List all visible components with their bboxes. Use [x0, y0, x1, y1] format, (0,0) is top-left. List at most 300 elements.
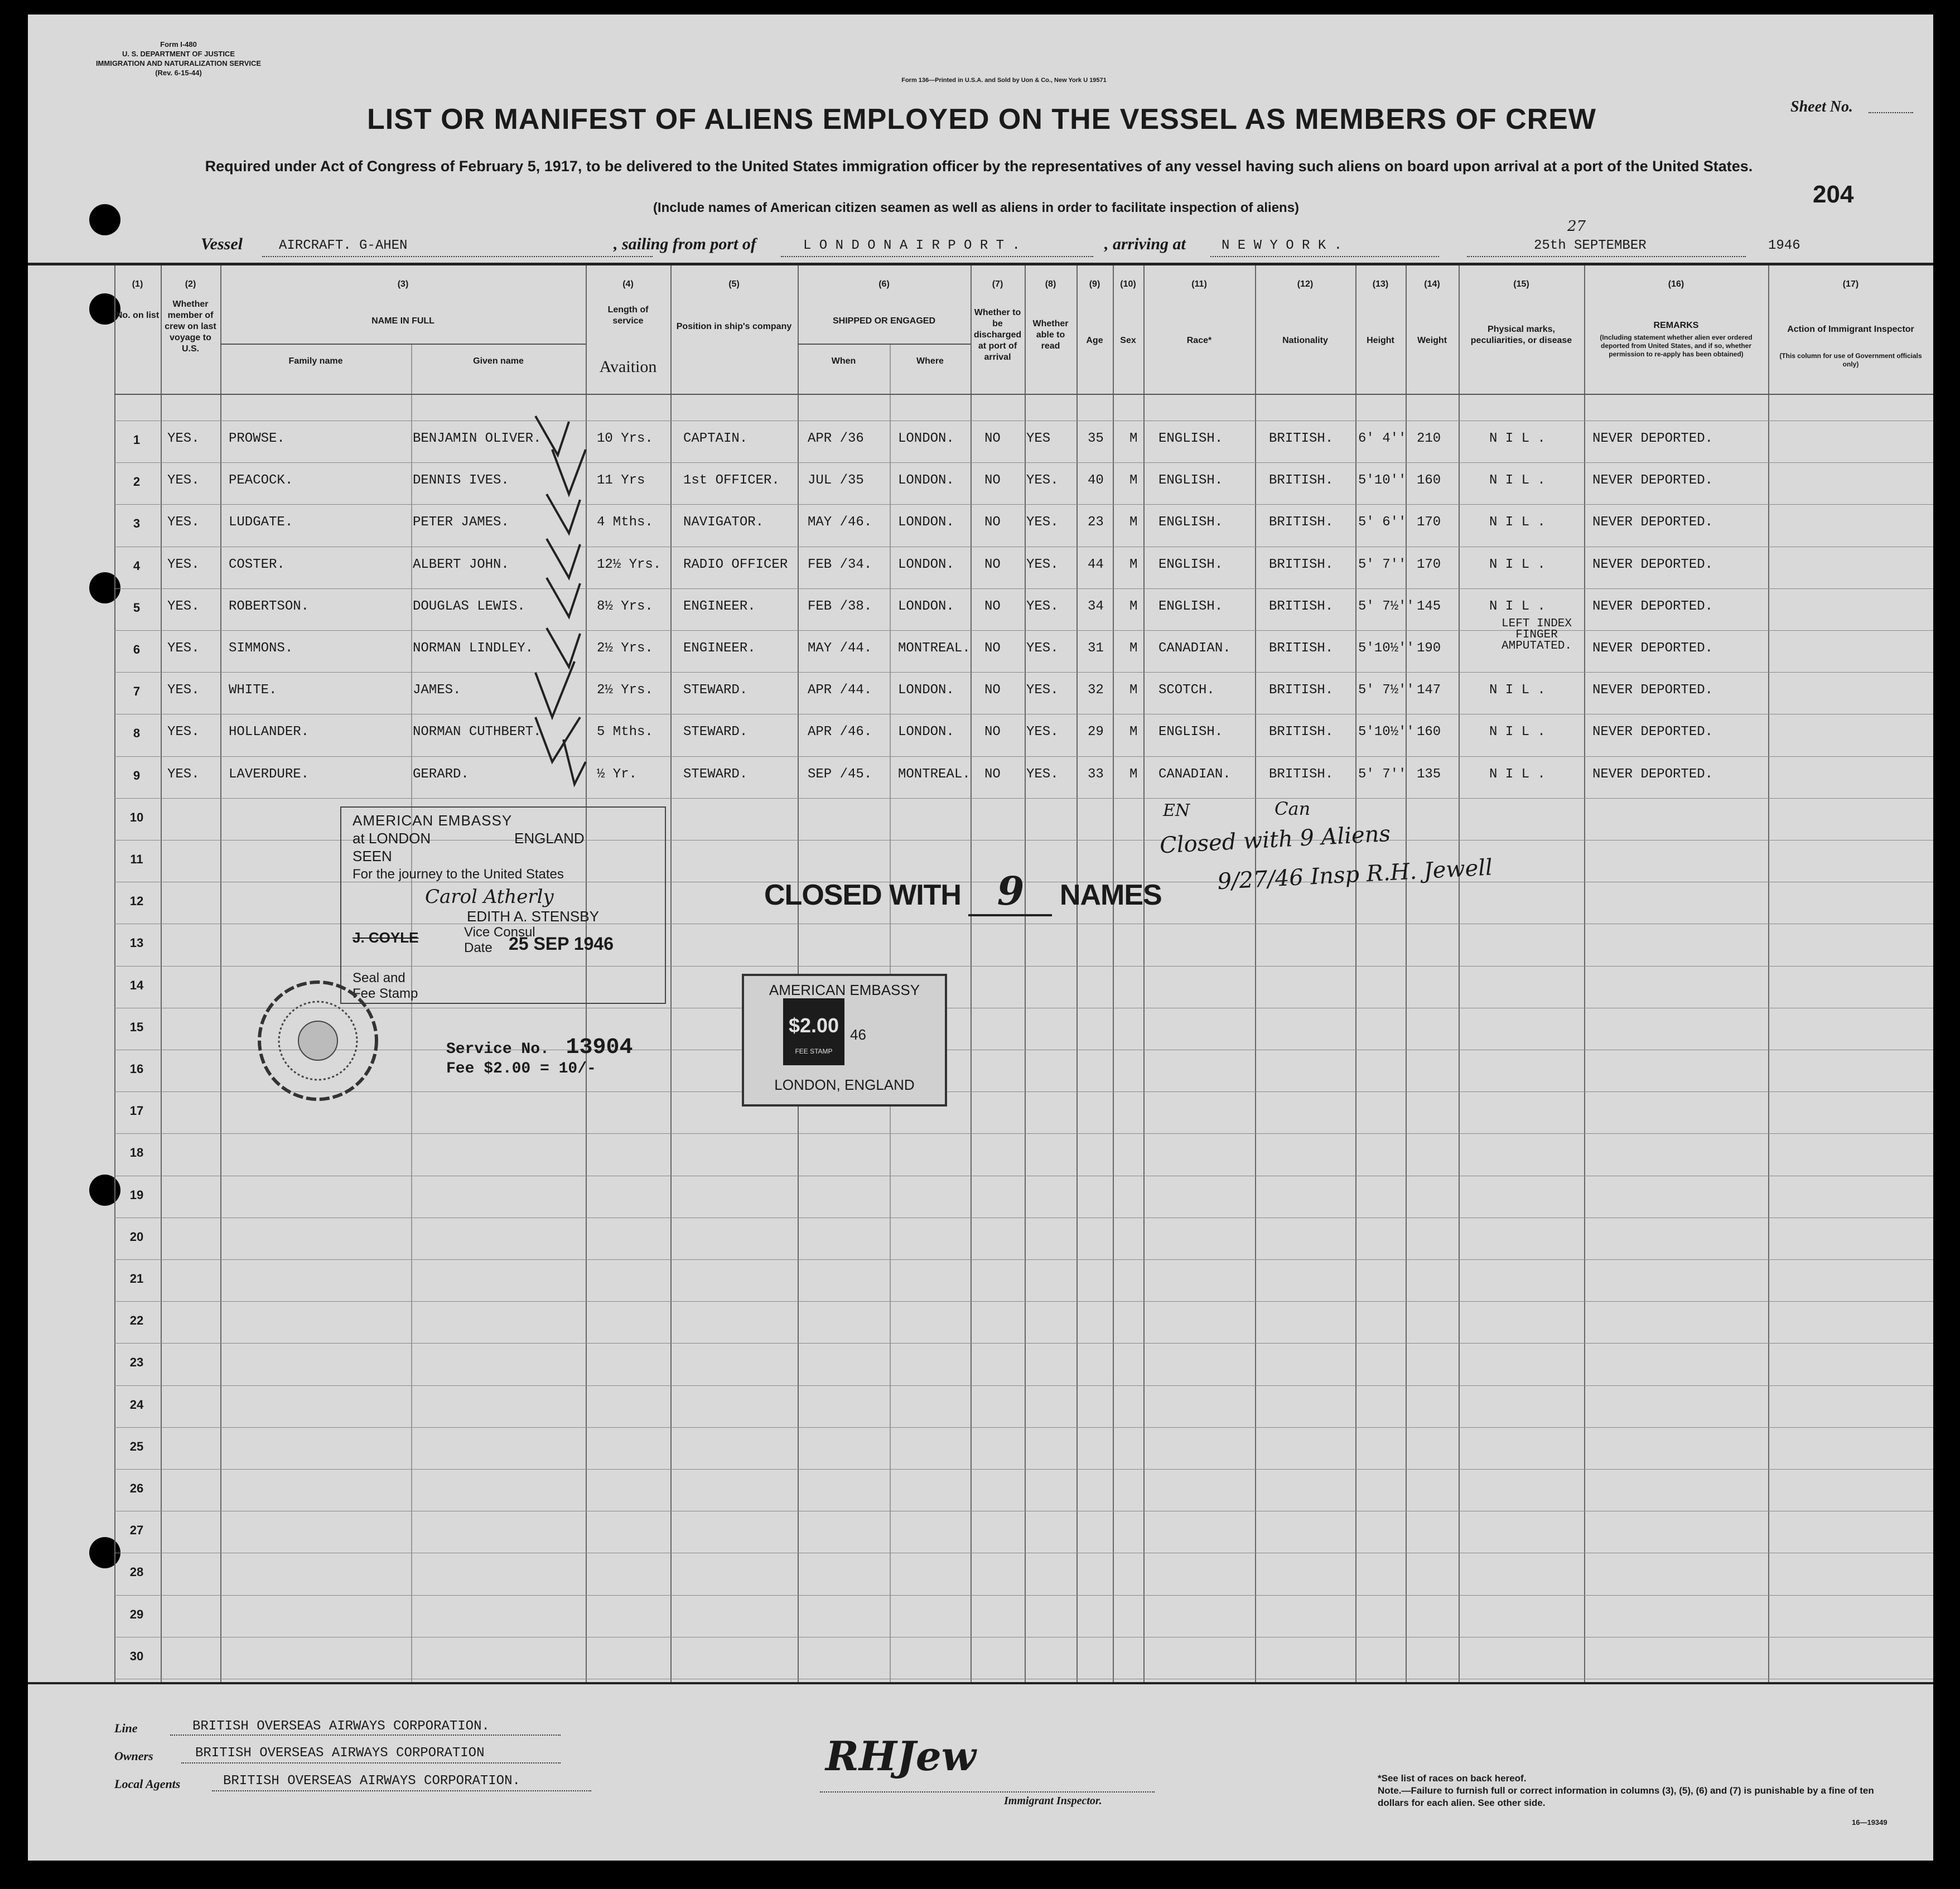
col-divider	[1143, 265, 1145, 1682]
cell-given: NORMAN CUTHBERT.	[413, 724, 542, 740]
fee-stamp-line3: LONDON, ENGLAND	[774, 1076, 915, 1093]
row-number: 30	[129, 1649, 144, 1663]
fee-stamp-partial: 46	[850, 1026, 866, 1043]
inspector-signature: RHJew	[825, 1732, 976, 1780]
date-label: Date	[464, 940, 493, 955]
col-num-12: (12)	[1297, 279, 1314, 289]
col-num-15: (15)	[1513, 279, 1529, 289]
col-divider	[670, 265, 672, 1682]
cell-given: PETER JAMES.	[413, 515, 509, 530]
closed-suffix: NAMES	[1059, 879, 1162, 911]
service-name: IMMIGRATION AND NATURALIZATION SERVICE	[95, 59, 262, 67]
cell-read: YES.	[1026, 766, 1059, 782]
cell-family: PROWSE.	[229, 431, 285, 446]
cell-height: 5'10½''	[1358, 641, 1415, 656]
cell-race: ENGLISH.	[1158, 724, 1223, 740]
cell-position: STEWARD.	[683, 683, 748, 698]
fee-stamp-box	[742, 974, 947, 1107]
cell-weight: 160	[1417, 724, 1441, 740]
cell-sex: M	[1129, 766, 1138, 782]
cell-discharge: NO	[984, 641, 1001, 656]
page-number: 204	[1813, 181, 1854, 208]
cell-sex: M	[1129, 473, 1138, 489]
cell-when: APR /44.	[808, 683, 872, 698]
embassy-journey: For the journey to the United States	[353, 867, 564, 882]
cell-nationality: BRITISH.	[1269, 557, 1334, 572]
consul-title: Vice Consul	[464, 925, 535, 940]
col-head-discharge: Whether to be discharged at port of arrival	[973, 308, 1022, 362]
cell-when: APR /46.	[808, 724, 872, 740]
cell-discharge: NO	[984, 766, 1001, 782]
struck-name: J. COYLE	[353, 929, 419, 946]
embassy-line1: AMERICAN EMBASSY	[353, 812, 513, 829]
col-divider	[1255, 265, 1256, 1682]
cell-height: 6' 4''	[1358, 431, 1407, 446]
cell-when: FEB /34.	[808, 557, 872, 572]
cell-read: YES	[1026, 431, 1051, 446]
col-head-where: Where	[916, 356, 944, 366]
cell-nationality: BRITISH.	[1269, 724, 1334, 740]
page-title: LIST OR MANIFEST OF ALIENS EMPLOYED ON THE VESSEL AS MEMBERS OF CREW	[367, 103, 1596, 136]
punch-hole	[89, 1175, 120, 1206]
cell-position: 1st OFFICER.	[683, 473, 780, 489]
cell-nationality: BRITISH.	[1269, 515, 1334, 530]
col-head-read: Whether able to read	[1032, 319, 1069, 351]
cell-given: ALBERT JOHN.	[413, 557, 509, 572]
cell-last: YES.	[167, 766, 200, 782]
col-head-marks: Physical marks, peculiarities, or disease	[1470, 325, 1572, 345]
row-number: 13	[129, 936, 144, 950]
remarks-note: (Including statement whether alien ever ordered deported from United States, and if so, whether permission to re-apply has been obtained)	[1600, 334, 1753, 358]
note-label: Note.	[1378, 1785, 1402, 1796]
col-head-family: Family name	[288, 356, 343, 366]
cell-remarks: NEVER DEPORTED.	[1592, 766, 1713, 782]
col-num-14: (14)	[1424, 279, 1440, 289]
cell-where: LONDON.	[898, 598, 954, 614]
cell-service: 4 Mths.	[597, 515, 653, 530]
cell-discharge: NO	[984, 515, 1001, 530]
inspector-line	[820, 1791, 1155, 1793]
row-line	[114, 1595, 1933, 1596]
manifest-sheet	[28, 15, 1933, 1861]
sailing-value: L O N D O N A I R P O R T .	[803, 238, 1020, 253]
footer-notes	[1378, 1772, 1880, 1809]
cell-age: 44	[1088, 557, 1104, 572]
punch-hole	[89, 204, 120, 235]
sailing-underline	[781, 256, 1093, 257]
cell-sex: M	[1129, 557, 1138, 572]
cell-last: YES.	[167, 724, 200, 740]
form-number: Form I-480	[160, 40, 197, 49]
cell-given: DENNIS IVES.	[413, 473, 509, 489]
owners-underline	[181, 1762, 561, 1764]
seal-label: Seal and	[353, 970, 405, 985]
row-number: 9	[133, 768, 141, 782]
cell-weight: 160	[1417, 473, 1441, 489]
col-num-16: (16)	[1668, 279, 1684, 289]
sheet-number-line	[1869, 112, 1913, 113]
service-number: 13904	[566, 1035, 633, 1060]
name-subrule	[220, 344, 586, 345]
cell-when: APR /36	[808, 431, 864, 446]
table-top-rule	[28, 263, 1933, 265]
cell-height: 5'10½''	[1358, 724, 1415, 740]
row-number: 24	[129, 1397, 144, 1412]
row-number: 29	[129, 1607, 144, 1621]
cell-last: YES.	[167, 515, 200, 530]
cell-nationality: BRITISH.	[1269, 683, 1334, 698]
row-number: 17	[129, 1104, 144, 1118]
row-number: 11	[130, 852, 143, 866]
cell-discharge: NO	[984, 683, 1001, 698]
cell-sex: M	[1129, 641, 1138, 656]
col-head-nationality: Nationality	[1282, 336, 1328, 345]
cell-weight: 210	[1417, 431, 1441, 446]
cell-marks: N I L .	[1489, 598, 1546, 614]
cell-marks: LEFT INDEX FINGER AMPUTATED.	[1501, 617, 1572, 653]
service-label: Service No.	[446, 1041, 549, 1058]
cell-last: YES.	[167, 431, 200, 446]
cell-where: LONDON.	[898, 724, 954, 740]
cell-position: ENGINEER.	[683, 598, 756, 614]
col-divider	[1584, 265, 1585, 1682]
cell-position: ENGINEER.	[683, 641, 756, 656]
cell-remarks: NEVER DEPORTED.	[1592, 515, 1713, 530]
cell-marks: N I L .	[1489, 683, 1546, 698]
cell-discharge: NO	[984, 598, 1001, 614]
col-num-10: (10)	[1120, 279, 1136, 289]
cell-age: 40	[1088, 473, 1104, 489]
cell-race: CANADIAN.	[1158, 641, 1231, 656]
col-num-8: (8)	[1045, 279, 1056, 289]
voyage-line	[201, 218, 1930, 259]
col-head-race: Race*	[1186, 336, 1212, 345]
cell-discharge: NO	[984, 557, 1001, 572]
owners-label: Owners	[114, 1749, 153, 1763]
cell-height: 5' 7½''	[1358, 598, 1415, 614]
cell-sex: M	[1129, 724, 1138, 740]
cell-marks: N I L .	[1489, 766, 1546, 782]
cell-last: YES.	[167, 683, 200, 698]
cell-family: LUDGATE.	[229, 515, 293, 530]
row-number: 26	[129, 1481, 144, 1495]
cell-last: YES.	[167, 598, 200, 614]
row-line	[114, 588, 1933, 589]
cell-family: HOLLANDER.	[229, 724, 310, 740]
cell-where: LONDON.	[898, 431, 954, 446]
col-head-no: No. on list	[115, 311, 160, 320]
cell-remarks: NEVER DEPORTED.	[1592, 641, 1713, 656]
row-line	[114, 462, 1933, 463]
cell-race: ENGLISH.	[1158, 557, 1223, 572]
col-head-sex: Sex	[1120, 336, 1136, 345]
table-bottom-rule	[28, 1682, 1933, 1684]
cell-remarks: NEVER DEPORTED.	[1592, 557, 1713, 572]
cell-marks: N I L .	[1489, 515, 1546, 530]
consul-name: EDITH A. STENSBY	[467, 908, 599, 925]
row-number: 4	[133, 558, 141, 573]
cell-where: MONTREAL.	[898, 641, 971, 656]
sailing-label: , sailing from port of	[614, 235, 756, 253]
cell-height: 5' 7½''	[1358, 683, 1415, 698]
form-info	[78, 40, 279, 78]
owners-value: BRITISH OVERSEAS AIRWAYS CORPORATION	[195, 1746, 485, 1761]
cell-sex: M	[1129, 431, 1138, 446]
row-number: 1	[133, 433, 141, 447]
embassy-seen: SEEN	[353, 848, 392, 864]
cell-race: ENGLISH.	[1158, 431, 1223, 446]
cell-last: YES.	[167, 473, 200, 489]
cell-height: 5' 7''	[1358, 766, 1407, 782]
col-divider	[1768, 265, 1769, 1682]
row-line	[114, 1091, 1933, 1092]
header-rule	[114, 394, 1933, 395]
row-number: 6	[133, 642, 141, 656]
year-value: 1946	[1768, 238, 1800, 253]
cell-family: ROBERTSON.	[229, 598, 310, 614]
cell-discharge: NO	[984, 473, 1001, 489]
cell-where: LONDON.	[898, 515, 954, 530]
cell-height: 5' 7''	[1358, 557, 1407, 572]
row-number: 28	[129, 1565, 144, 1579]
row-line	[114, 1343, 1933, 1344]
cell-service: 8½ Yrs.	[597, 598, 653, 614]
embassy-stamp	[340, 806, 666, 1004]
cell-nationality: BRITISH.	[1269, 431, 1334, 446]
row-number: 8	[133, 726, 141, 741]
col-num-9: (9)	[1089, 279, 1100, 289]
col-divider	[1113, 265, 1114, 1682]
arriving-value: N E W Y O R K .	[1222, 238, 1343, 253]
row-line	[114, 1259, 1933, 1260]
cell-given: JAMES.	[413, 683, 461, 698]
col-head-weight: Weight	[1417, 336, 1447, 345]
cell-last: YES.	[167, 641, 200, 656]
row-number: 23	[129, 1355, 144, 1370]
cell-given: BENJAMIN OLIVER.	[413, 431, 542, 446]
cell-service: ½ Yr.	[597, 766, 638, 782]
cell-given: GERARD.	[413, 766, 469, 782]
fee-stamp-label: Fee Stamp	[353, 986, 418, 1001]
col-head-last-voyage: Whether member of crew on last voyage to U.S.	[165, 299, 216, 354]
row-line	[114, 1133, 1933, 1134]
cell-age: 35	[1088, 431, 1104, 446]
col-num-5: (5)	[728, 279, 740, 289]
cell-when: MAY /44.	[808, 641, 872, 656]
cell-read: YES.	[1026, 641, 1059, 656]
row-line	[114, 798, 1933, 799]
cell-service: 5 Mths.	[597, 724, 653, 740]
row-line	[114, 630, 1933, 631]
shipped-subrule	[798, 344, 971, 345]
cell-position: STEWARD.	[683, 724, 748, 740]
cell-remarks: NEVER DEPORTED.	[1592, 724, 1713, 740]
col-head-inspector: Action of Immigrant Inspector	[1787, 325, 1914, 334]
cell-marks: N I L .	[1489, 557, 1546, 572]
col-head-height: Height	[1367, 336, 1394, 345]
cell-given: NORMAN LINDLEY.	[413, 641, 534, 656]
cell-race: SCOTCH.	[1158, 683, 1215, 698]
cell-height: 5'10''	[1358, 473, 1407, 489]
row-number: 27	[129, 1523, 144, 1538]
cell-family: SIMMONS.	[229, 641, 293, 656]
cell-family: PEACOCK.	[229, 473, 293, 489]
vessel-label: Vessel	[201, 235, 243, 253]
printer-line: Form 136—Printed in U.S.A. and Sold by Uon & Co., New York U 19571	[901, 77, 1107, 84]
cell-position: NAVIGATOR.	[683, 515, 764, 530]
row-number: 16	[129, 1062, 144, 1076]
col-head-remarks: REMARKS	[1653, 321, 1699, 330]
date-underline	[1467, 256, 1746, 257]
cell-weight: 147	[1417, 683, 1441, 698]
row-number: 22	[129, 1313, 144, 1328]
col-num-4: (4)	[622, 279, 634, 289]
cell-position: RADIO OFFICER	[683, 557, 788, 572]
closed-stamp	[764, 868, 1162, 916]
row-line	[114, 1469, 1933, 1470]
cell-read: YES.	[1026, 473, 1059, 489]
cell-where: MONTREAL.	[898, 766, 971, 782]
cell-race: CANADIAN.	[1158, 766, 1231, 782]
row-line	[114, 504, 1933, 505]
row-number: 14	[129, 978, 144, 992]
note-line1: Closed with 9 Aliens	[1159, 820, 1392, 859]
cell-remarks: NEVER DEPORTED.	[1592, 598, 1713, 614]
cell-discharge: NO	[984, 724, 1001, 740]
col-num-7: (7)	[992, 279, 1003, 289]
fee-stamp-value: $2.00	[788, 1014, 839, 1037]
col-num-3: (3)	[397, 279, 409, 289]
cell-marks: N I L .	[1489, 431, 1546, 446]
cell-weight: 190	[1417, 641, 1441, 656]
cell-age: 34	[1088, 598, 1104, 614]
cell-sex: M	[1129, 598, 1138, 614]
fee-stamp-line1: AMERICAN EMBASSY	[769, 982, 920, 998]
consul-signature: Carol Atherly	[425, 886, 554, 908]
cell-age: 29	[1088, 724, 1104, 740]
row-number: 3	[133, 516, 141, 531]
cell-position: STEWARD.	[683, 766, 748, 782]
col-divider	[1459, 265, 1460, 1682]
note-line2: 9/27/46 Insp R.H. Jewell	[1216, 854, 1493, 895]
cell-discharge: NO	[984, 431, 1001, 446]
fee-stamp-caption: FEE STAMP	[795, 1047, 833, 1055]
cell-where: LONDON.	[898, 557, 954, 572]
col-num-13: (13)	[1372, 279, 1389, 289]
col-divider	[971, 265, 972, 1682]
inspector-note: (This column for use of Government officials only)	[1779, 352, 1922, 368]
col-num-6: (6)	[878, 279, 890, 289]
col-divider	[1076, 265, 1078, 1682]
sheet-label: Sheet No.	[1790, 98, 1853, 115]
footer-carrier-info	[84, 1719, 586, 1791]
col-num-1: (1)	[132, 279, 143, 289]
cell-service: 10 Yrs.	[597, 431, 653, 446]
fee-stamp-image	[783, 998, 844, 1065]
embassy-line2b: ENGLAND	[514, 830, 585, 847]
vessel-value: AIRCRAFT. G-AHEN	[279, 238, 408, 253]
vessel-underline	[262, 256, 653, 257]
inspector-handwritten-note	[1158, 795, 1493, 905]
row-line	[114, 756, 1933, 757]
cell-age: 33	[1088, 766, 1104, 782]
row-number: 2	[133, 475, 141, 489]
cell-read: YES.	[1026, 724, 1059, 740]
cell-weight: 145	[1417, 598, 1441, 614]
row-number: 19	[129, 1187, 144, 1202]
cell-remarks: NEVER DEPORTED.	[1592, 431, 1713, 446]
cell-age: 31	[1088, 641, 1104, 656]
check-marks	[513, 405, 625, 790]
row-number: 7	[133, 684, 141, 699]
row-number: 21	[129, 1272, 144, 1286]
date-correction: 27	[1567, 218, 1586, 235]
fee-label: Fee $2.00 = 10/-	[446, 1060, 596, 1078]
cell-given: DOUGLAS LEWIS.	[413, 598, 525, 614]
cell-when: FEB /38.	[808, 598, 872, 614]
cell-height: 5' 6''	[1358, 515, 1407, 530]
form-code: 16—19349	[1852, 1818, 1887, 1827]
cell-race: ENGLISH.	[1158, 515, 1223, 530]
cell-where: LONDON.	[898, 473, 954, 489]
cell-marks: N I L .	[1489, 724, 1546, 740]
cell-nationality: BRITISH.	[1269, 766, 1334, 782]
cell-read: YES.	[1026, 598, 1059, 614]
cell-when: JUL /35	[808, 473, 864, 489]
embassy-line2: at LONDON	[353, 830, 431, 847]
cell-position: CAPTAIN.	[683, 431, 748, 446]
cell-nationality: BRITISH.	[1269, 473, 1334, 489]
row-number: 18	[129, 1146, 144, 1160]
cell-when: SEP /45.	[808, 766, 872, 782]
cell-nationality: BRITISH.	[1269, 598, 1334, 614]
agents-value: BRITISH OVERSEAS AIRWAYS CORPORATION.	[223, 1774, 520, 1789]
inspector-label: Immigrant Inspector.	[1004, 1795, 1102, 1807]
col-divider	[161, 265, 162, 1682]
col-num-2: (2)	[185, 279, 196, 289]
cell-service: 12½ Yrs.	[597, 557, 662, 572]
row-number: 20	[129, 1229, 144, 1244]
cell-family: WHITE.	[229, 683, 277, 698]
cell-family: COSTER.	[229, 557, 285, 572]
include-note: (Include names of American citizen seamen as well as aliens in order to facilitate inspection of aliens)	[653, 200, 1300, 215]
cell-read: YES.	[1026, 515, 1059, 530]
col-divider	[1355, 265, 1356, 1682]
closed-count: 9	[968, 868, 1052, 916]
col-head-age: Age	[1086, 336, 1103, 345]
arriving-underline	[1210, 256, 1439, 257]
line-underline	[170, 1735, 561, 1736]
cell-service: 11 Yrs	[597, 473, 645, 489]
nationality-correction: Can	[1275, 798, 1311, 819]
cell-remarks: NEVER DEPORTED.	[1592, 683, 1713, 698]
row-number: 12	[129, 894, 144, 909]
cell-read: YES.	[1026, 557, 1059, 572]
col-divider	[411, 344, 412, 1682]
cell-read: YES.	[1026, 683, 1059, 698]
line-label: Line	[114, 1721, 138, 1735]
col-head-given: Given name	[473, 356, 524, 366]
cell-weight: 135	[1417, 766, 1441, 782]
col-head-name: NAME IN FULL	[371, 316, 435, 326]
col-head-shipped: SHIPPED OR ENGAGED	[832, 316, 936, 326]
col-divider	[1025, 265, 1026, 1682]
department: U. S. DEPARTMENT OF JUSTICE	[122, 50, 235, 58]
required-text: Required under Act of Congress of February 5, 1917, to be delivered to the United States immigration officer by the representatives of any vessel having such aliens on board upon arrival at a port of the United States.	[205, 158, 1753, 175]
col-num-11: (11)	[1191, 279, 1207, 289]
row-number: 10	[129, 810, 144, 824]
cell-race: ENGLISH.	[1158, 598, 1223, 614]
